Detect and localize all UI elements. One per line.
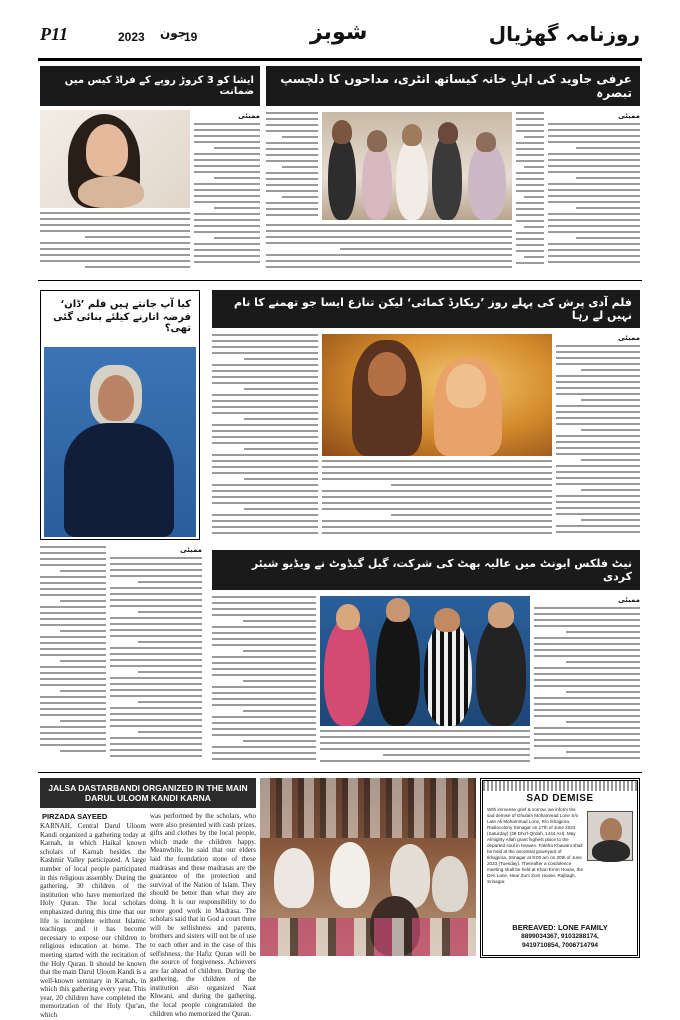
demise-title: SAD DEMISE <box>526 793 594 804</box>
urfi-text-right <box>548 112 640 274</box>
adipurush-headline: فلم آدی پرش کی پہلے روز ’ریکارڈ کمائی‘ لیکن تنازع ایسا جو تھمنے کا نام نہیں لے رہا <box>234 296 632 322</box>
netflix-headline: نیٹ فلکس ایونٹ میں عالیہ بھٹ کی شرکت، گیل گیڈوٹ نے ویڈیو شیئر کردی <box>251 557 632 583</box>
jalsa-column-1: KARNAH, Central Darul Uloom Kandi organized a gathering today at Karnah, in which Haikal known scholars of Karnah besides the Kashmir Valley participated. A large number of local people participated in this religious assembly. During the gathering, 30 children of the institution who have memorized the Holy Quran. The local scholars emphasized during this time that our life is incomplete without Islamic teachings and it has become necessary to expose our children to religious education at home. The meeting started with the recitation of the Holy Quran. It should be known that the main Darul Uloom Kandi is a well-known seminary in Karnah, in which this gathering every year. This year, 20 children have completed the memorization of the Holy Qur'an, which <box>40 822 146 1020</box>
ameesha-headline: ایشا کو 3 کروڑ روپے کے فراڈ کیس میں ضمانت <box>64 75 254 97</box>
ameesha-dateline: ممبئی <box>238 112 260 120</box>
amitabh-headline-line1: کیا آپ جانتے ہیں فلم ’ڈان‘ <box>60 299 191 310</box>
page-number: P11 <box>40 24 69 44</box>
amitabh-photo <box>44 347 196 537</box>
adipurush-text-left <box>212 334 318 540</box>
urfi-text-left <box>266 112 318 222</box>
jalsa-headline: JALSA DASTARBANDI ORGANIZED IN THE MAIN DARUL ULOOM KANDI KARNA <box>48 783 248 803</box>
date-day: 19 <box>184 30 198 44</box>
adipurush-still-photo <box>322 334 552 456</box>
ameesha-text-right <box>194 112 260 272</box>
ameesha-text-bottom <box>40 212 190 272</box>
netflix-dateline: ممبئی <box>618 596 640 604</box>
netflix-text-left <box>212 596 316 766</box>
urfi-dateline: ممبئی <box>618 112 640 120</box>
amitabh-dateline: ممبئی <box>180 546 202 554</box>
adipurush-dateline: ممبئی <box>618 334 640 342</box>
ameesha-headline-banner <box>40 66 260 106</box>
deceased-portrait <box>587 811 633 861</box>
urfi-headline: عرفی جاوید کی اہلِ خانہ کیساتھ انٹری، مداحوں کا دلچسپ تبصرہ <box>280 72 632 100</box>
newspaper-name: روزنامہ گھڑیال <box>488 22 640 46</box>
row-divider-1 <box>38 280 642 281</box>
row-divider-2 <box>38 772 642 773</box>
urfi-family-photo <box>322 112 512 220</box>
adipurush-text-bottom <box>322 460 552 540</box>
ameesha-photo <box>40 110 190 208</box>
amitabh-box <box>40 290 200 540</box>
date-year: 2023 <box>118 30 145 44</box>
jalsa-column-2: was performed by the scholars, who were also presented with cash prizes, gifts and clothes by the local people, which made the children happy. Meanwhile, he said that our elders laid the foundation stone of these madrasas and these madrasas are the guarantee of the protection and survival of the Nation of Islam. They should be better than what they are doing. It is our responsibility to do more good work in Madrasa. The scholars said that in God a court there will be selfishness and parents, brothers and sisters will not be of use to each other and in the case of this selfishness, the Hafiz Quran will be the source of forgiveness. Achievers are far ahead of children. During the gathering, the children of the institution also organized Naat Khwani, and during the gathering, the local people congratulated the children who memorized the Quran. <box>150 812 256 1018</box>
adipurush-text-right <box>556 334 640 540</box>
demise-phones-1: 8899034367, 9103288174, <box>521 933 599 940</box>
jalsa-byline: PIRZADA SAYEED <box>42 812 108 821</box>
netflix-text-right <box>534 596 640 766</box>
masthead-rule <box>38 58 642 61</box>
netflix-event-photo <box>320 596 530 726</box>
amitabh-text-right <box>110 546 202 766</box>
demise-ad <box>480 778 640 958</box>
adipurush-headline-banner <box>212 290 640 328</box>
jalsa-headline-banner <box>40 778 256 808</box>
jalsa-gathering-photo <box>260 778 476 956</box>
demise-bereaved: BEREAVED: LONE FAMILY <box>512 923 608 932</box>
demise-phones-2: 9419710854, 7006714794 <box>522 942 598 949</box>
date-month: جون <box>160 26 187 40</box>
amitabh-text-left <box>40 546 106 766</box>
section-title: شوبز <box>310 20 368 45</box>
urfi-headline-banner <box>266 66 640 106</box>
netflix-text-bottom <box>320 730 530 766</box>
urfi-text-bottom <box>266 224 512 274</box>
demise-text: With immense grief & sorrow, we inform the sad demise of Ghulam Mohammad Lone S/o Late Ali Mohammad Lone, R/o Ikhajpora, Radiocolony Srinagar on 17th of June 2023 (Saturday) (28 Dhu'l-Qi'dah, 1444 AH). May Almighty Allah grant highest place to the departed soul in heaven. Fateha Khawani shall be held at the ancestral graveyard of Ikhajpora, Srinagar at 9:00 am on 20th of June 2023 (Tuesday). Thereafter a condolence meeting shall be held at Khan Emm House, the Den Lane, Near Zum Zum House, Rajbagh, Srinagar. <box>487 807 584 884</box>
masthead <box>38 22 642 58</box>
amitabh-headline-line2: قرضہ اتارنے کیلئے بنائی گئی تھی؟ <box>53 312 191 334</box>
netflix-headline-banner <box>212 550 640 590</box>
urfi-text-right2 <box>516 112 544 274</box>
